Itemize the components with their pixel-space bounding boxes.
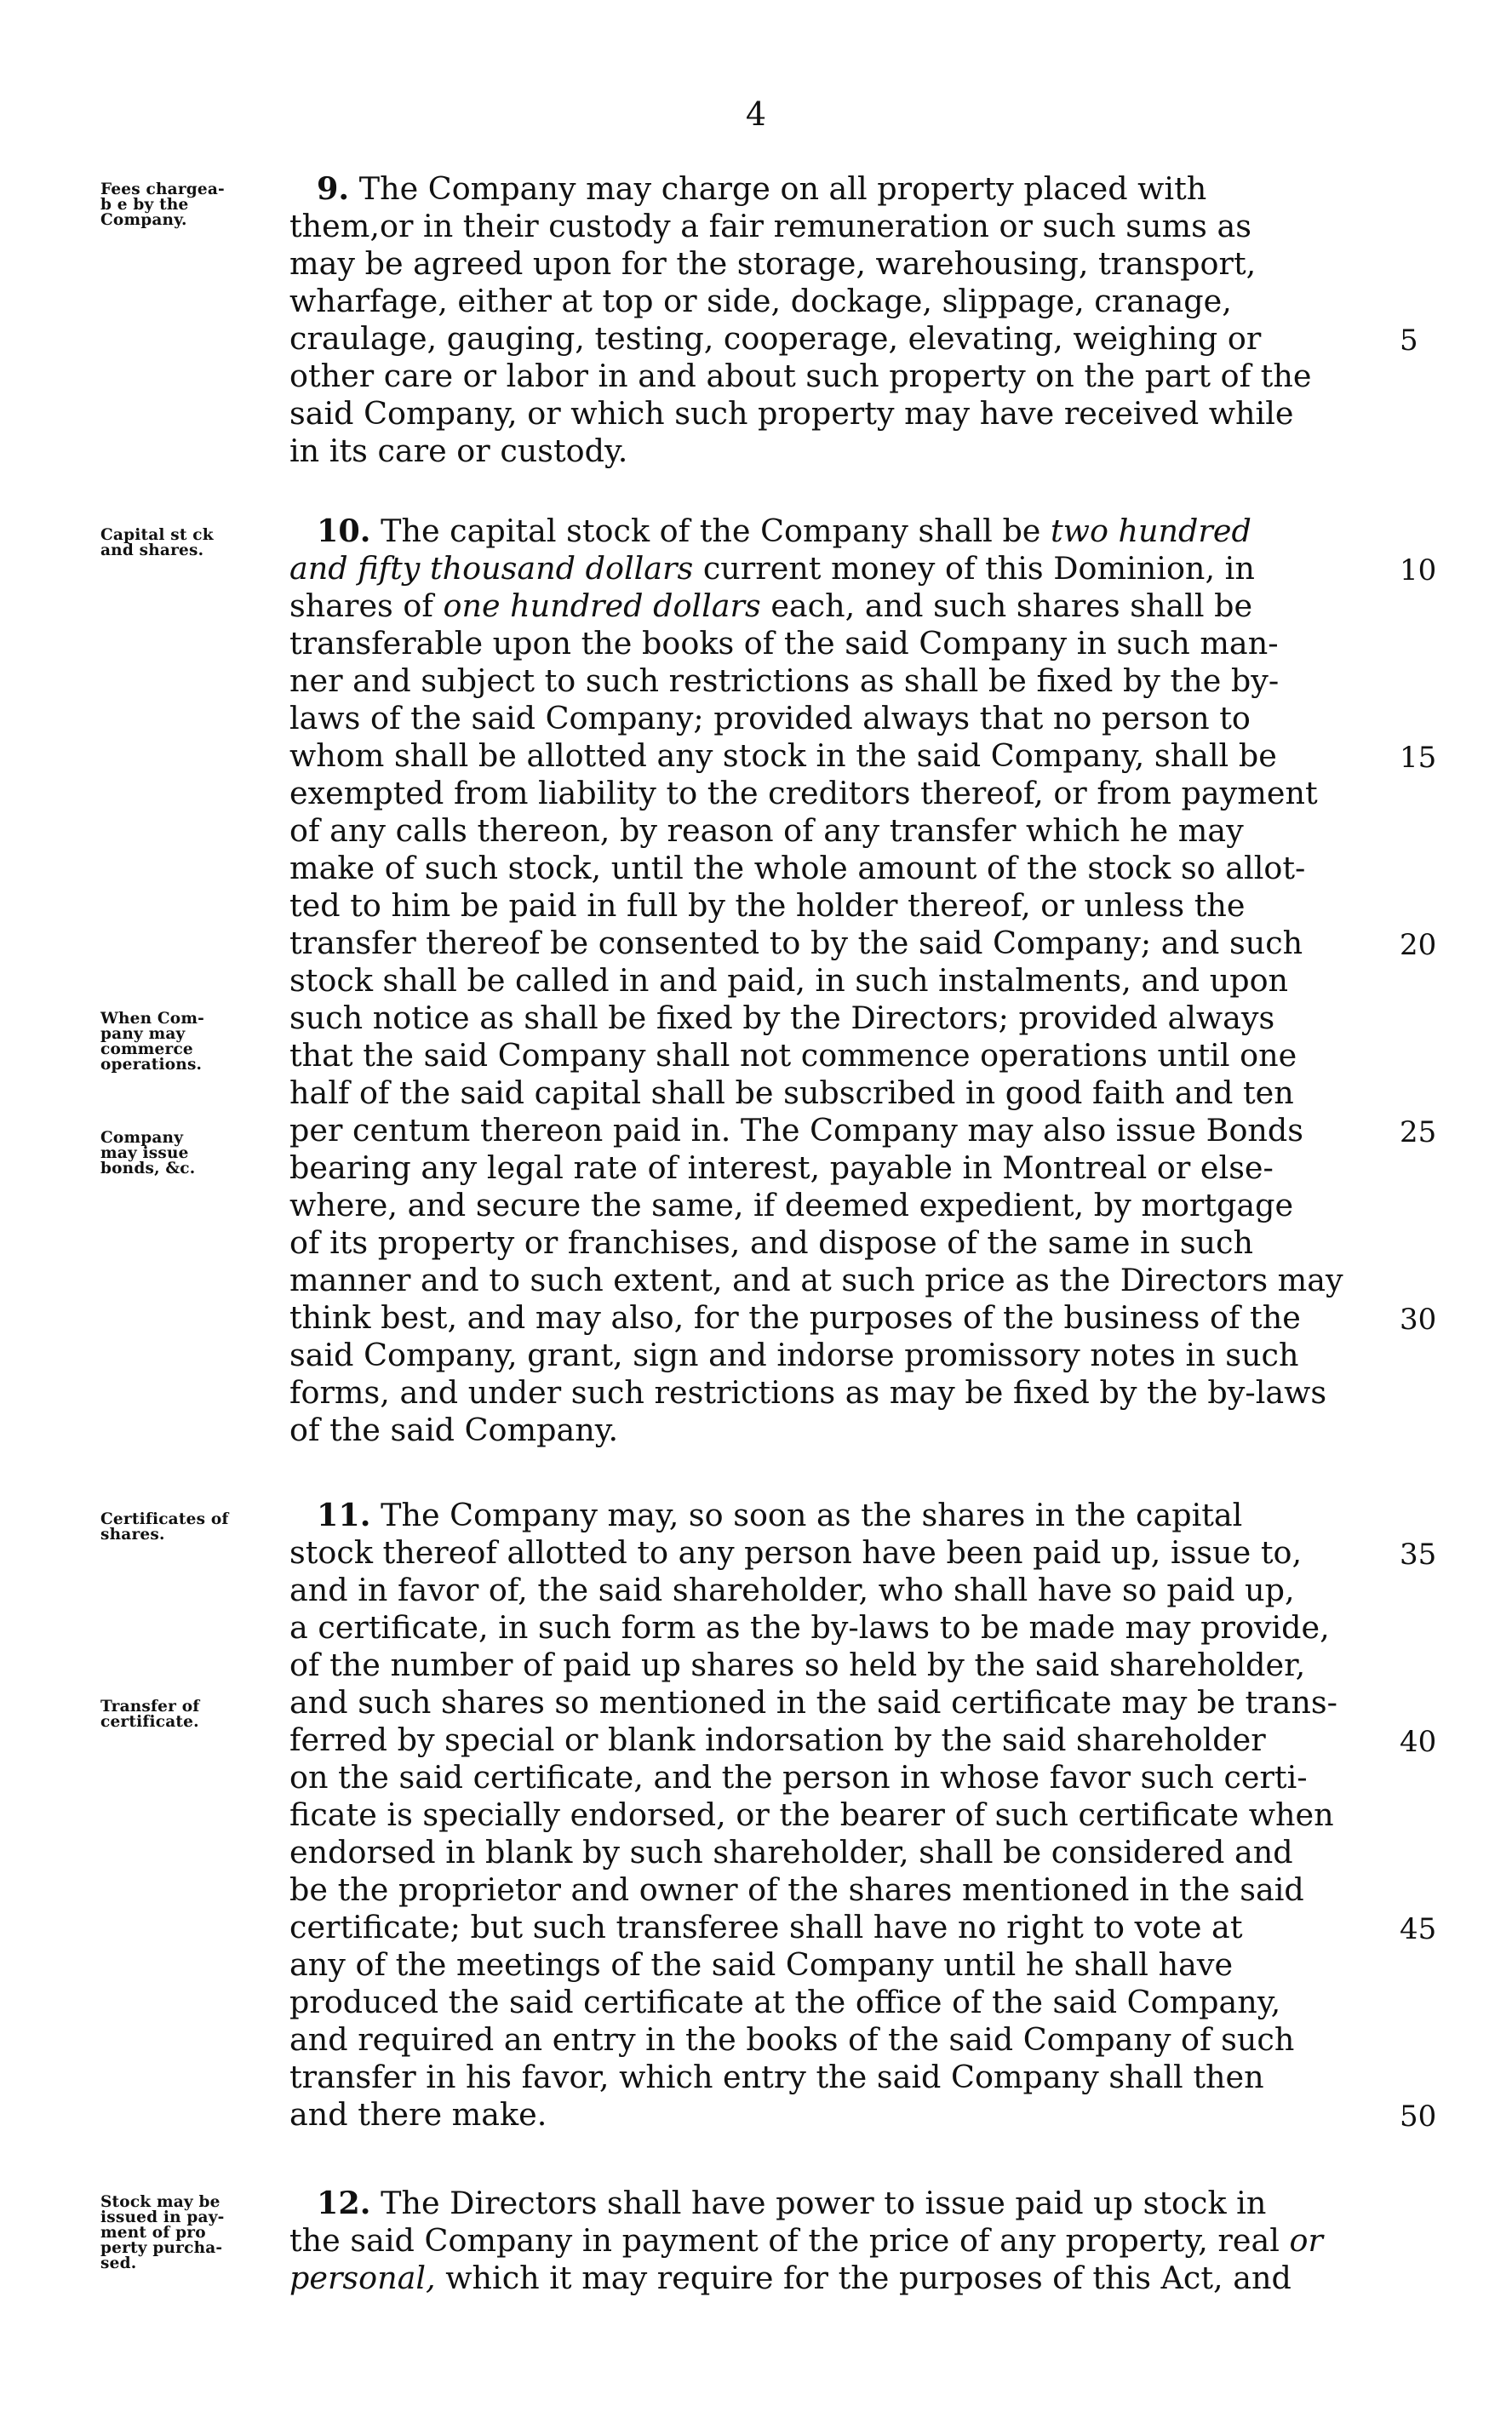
paragraph-line (289, 2260, 1292, 2297)
paragraph-line (289, 587, 1252, 625)
margin-note-fees (100, 180, 225, 230)
margin-note-line: b e by the (100, 196, 189, 214)
margin-note-line: Company. (100, 211, 187, 229)
section-number: 9. (317, 170, 350, 207)
paragraph-line: such notice as shall be fixed by the Directors; provided always (289, 1000, 1275, 1036)
margin-note-transfer-of-certificate (100, 1698, 199, 1732)
margin-note-line: ment of pro (100, 2224, 206, 2242)
margin-note-company-may-issue-bonds (100, 1129, 195, 1178)
line-number: 50 (1400, 2100, 1437, 2134)
line-text: shares of (289, 587, 433, 624)
paragraph-line: and such shares so mentioned in the said certificate may be trans- (289, 1684, 1337, 1721)
margin-note-certificates-of-shares (100, 1510, 229, 1544)
paragraph-line: think best, and may also, for the purposes of the business of the (289, 1299, 1301, 1336)
paragraph-line: ted to him be paid in full by the holder thereof, or unless the (289, 887, 1246, 924)
margin-note-line: operations. (100, 1056, 203, 1074)
paragraph-line: transfer thereof be consented to by the said Company; and such (289, 925, 1303, 961)
paragraph-line: be the proprietor and owner of the shares mentioned in the said (289, 1871, 1304, 1908)
margin-note-line: Certificates of (100, 1510, 229, 1528)
italic-text: or (1289, 2222, 1323, 2259)
line-number: 45 (1400, 1912, 1437, 1946)
margin-note-line: Company (100, 1129, 184, 1147)
margin-note-line: sed. (100, 2254, 137, 2272)
paragraph-line: and in favor of, the said shareholder, who shall have so paid up, (289, 1572, 1295, 1608)
margin-note-line: pany may (100, 1025, 186, 1043)
line-number: 40 (1400, 1725, 1437, 1759)
line-text: The capital stock of the Company shall be (381, 513, 1041, 549)
line-text: The Company may charge on all property placed with (358, 170, 1207, 207)
margin-note-line: bonds, &c. (100, 1160, 196, 1177)
margin-note-line: Fees chargea- (100, 180, 225, 198)
line-text: which it may require for the purposes of this Act, and (445, 2260, 1292, 2296)
paragraph-line (317, 170, 1206, 208)
line-number: 30 (1400, 1303, 1437, 1337)
paragraph-line: on the said certificate, and the person in whose favor such certi- (289, 1759, 1308, 1796)
paragraph-line: transfer in his favor, which entry the said Company shall then (289, 2059, 1264, 2095)
italic-text: and fifty thousand dollars (289, 550, 694, 587)
margin-note-stock-issued-for-property (100, 2193, 225, 2273)
paragraph-line: craulage, gauging, testing, cooperage, elevating, weighing or (289, 320, 1262, 357)
line-number: 25 (1400, 1115, 1437, 1149)
paragraph-line: make of such stock, until the whole amount of the stock so allot- (289, 850, 1306, 886)
paragraph-line (317, 1497, 1242, 1534)
margin-note-line: Stock may be (100, 2193, 220, 2211)
line-number: 10 (1400, 553, 1437, 587)
line-number: 5 (1400, 324, 1418, 358)
paragraph-line: manner and to such extent, and at such price as the Directors may (289, 1262, 1343, 1298)
paragraph-line: other care or labor in and about such property on the part of the (289, 358, 1312, 394)
paragraph-line (289, 2222, 1323, 2260)
paragraph-line: endorsed in blank by such shareholder, shall be considered and (289, 1834, 1293, 1870)
paragraph-line: and there make. (289, 2096, 547, 2133)
paragraph-line: where, and secure the same, if deemed expedient, by mortgage (289, 1187, 1294, 1223)
paragraph-line: of the said Company. (289, 1412, 619, 1448)
paragraph-line: said Company, or which such property may have received while (289, 395, 1294, 432)
line-text: The Company may, so soon as the shares in the capital (381, 1497, 1243, 1533)
paragraph-line: wharfage, either at top or side, dockage, slippage, cranage, (289, 283, 1232, 319)
paragraph-line: in its care or custody. (289, 433, 628, 469)
margin-note-line: issued in pay- (100, 2208, 225, 2226)
paragraph-line: ficate is specially endorsed, or the bearer of such certificate when (289, 1796, 1334, 1833)
paragraph-line: transferable upon the books of the said Company in such man- (289, 625, 1279, 662)
line-text: current money of this Dominion, in (702, 550, 1255, 587)
paragraph-line: and required an entry in the books of the said Company of such (289, 2021, 1295, 2058)
paragraph-line: that the said Company shall not commence operations until one (289, 1037, 1297, 1074)
section-number: 10. (317, 513, 371, 549)
paragraph-line (317, 2185, 1266, 2222)
paragraph-line: of any calls thereon, by reason of any transfer which he may (289, 812, 1244, 849)
paragraph-line: any of the meetings of the said Company until he shall have (289, 1946, 1234, 1983)
paragraph-line (317, 513, 1251, 550)
paragraph-line: laws of the said Company; provided always that no person to (289, 700, 1251, 736)
margin-note-line: may issue (100, 1144, 189, 1162)
line-text: The Directors shall have power to issue paid up stock in (381, 2185, 1267, 2221)
italic-text: two hundred (1051, 513, 1251, 549)
paragraph-line: per centum thereon paid in. The Company may also issue Bonds (289, 1112, 1304, 1149)
italic-text: personal, (289, 2260, 436, 2296)
margin-note-line: perty purcha- (100, 2239, 223, 2257)
paragraph-line: of the number of paid up shares so held by the said shareholder, (289, 1647, 1306, 1683)
paragraph-line: certificate; but such transferee shall have no right to vote at (289, 1909, 1243, 1945)
paragraph-line: produced the said certificate at the office of the said Company, (289, 1984, 1281, 2020)
line-number: 35 (1400, 1538, 1437, 1572)
paragraph-line: may be agreed upon for the storage, warehousing, transport, (289, 245, 1257, 282)
page-number: 4 (745, 95, 767, 133)
paragraph-line: stock thereof allotted to any person have been paid up, issue to, (289, 1534, 1303, 1571)
margin-note-line: When Com- (100, 1010, 205, 1028)
margin-note-line: Transfer of (100, 1698, 200, 1716)
line-text: the said Company in payment of the price of any property, real (289, 2222, 1280, 2259)
paragraph-line: said Company, grant, sign and indorse promissory notes in such (289, 1337, 1299, 1373)
line-text: each, and such shares shall be (770, 587, 1253, 624)
paragraph-line: forms, and under such restrictions as may be fixed by the by-laws (289, 1374, 1327, 1411)
line-number: 15 (1400, 741, 1437, 775)
margin-note-line: commerce (100, 1040, 193, 1058)
paragraph-line (289, 550, 1255, 587)
line-number: 20 (1400, 928, 1437, 962)
margin-note-line: certificate. (100, 1713, 199, 1731)
paragraph-line: exempted from liability to the creditors thereof, or from payment (289, 775, 1318, 811)
paragraph-line: them,or in their custody a fair remuneration or such sums as (289, 208, 1251, 244)
italic-text: one hundred dollars (443, 587, 761, 624)
margin-note-when-company-may-commence (100, 1010, 204, 1074)
paragraph-line: stock shall be called in and paid, in such instalments, and upon (289, 962, 1289, 999)
paragraph-line: bearing any legal rate of interest, payable in Montreal or else- (289, 1149, 1274, 1186)
margin-note-line: Capital st ck (100, 526, 214, 544)
paragraph-line: whom shall be allotted any stock in the said Company, shall be (289, 737, 1277, 774)
section-number: 11. (317, 1497, 371, 1533)
section-number: 12. (317, 2185, 371, 2221)
paragraph-line: ferred by special or blank indorsation by the said shareholder (289, 1721, 1266, 1758)
paragraph-line: ner and subject to such restrictions as shall be fixed by the by- (289, 662, 1280, 699)
paragraph-line: of its property or franchises, and dispose of the same in such (289, 1224, 1254, 1261)
margin-note-line: and shares. (100, 541, 204, 559)
margin-note-line: shares. (100, 1526, 165, 1544)
paragraph-line: a certificate, in such form as the by-laws to be made may provide, (289, 1609, 1330, 1646)
paragraph-line: half of the said capital shall be subscribed in good faith and ten (289, 1074, 1294, 1111)
margin-note-capital-stock (100, 526, 214, 560)
